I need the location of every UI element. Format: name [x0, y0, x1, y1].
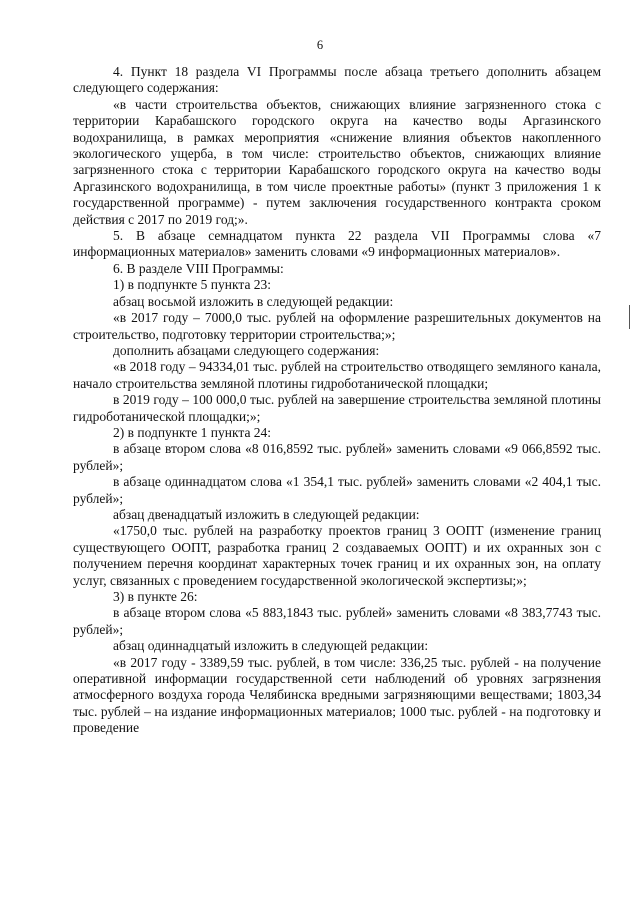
paragraph-eleventh-abzac: в абзаце одиннадцатом слова «1 354,1 тыс. рублей» заменить словами «2 404,1 тыс. рублей»;: [73, 474, 601, 506]
paragraph-2017-text: «в 2017 году – 7000,0 тыс. рублей на оформление разрешительных документов на строительство, подготовку территории строительства;»;: [73, 310, 601, 342]
paragraph-sub-3: 3) в пункте 26:: [113, 589, 198, 604]
paragraph-item-5: 5. В абзаце семнадцатом пункта 22 раздела VII Программы слова «7 информационных материалов» заменить словами «9 информационных материалов».: [73, 228, 601, 260]
paragraph-oopt-text: «1750,0 тыс. рублей на разработку проектов границ 3 ООПТ (изменение границ существующего ООПТ, разработка границ 2 создаваемых ООПТ) и их охранных зон с получением перечня координат характерных точек границ и их охранных зон, на оплату услуг, связанных с проведением государственной экологической экспертизы;»;: [73, 523, 601, 588]
paragraph-add-abzacs: дополнить абзацами следующего содержания:: [113, 342, 380, 358]
paragraph-second-abzac: в абзаце втором слова «8 016,8592 тыс. рублей» заменить словами «9 066,8592 тыс. рублей»;: [73, 441, 601, 473]
paragraph-eighth-abzac: абзац восьмой изложить в следующей редакции:: [113, 293, 394, 309]
paragraph-item-6: 6. В разделе VIII Программы:: [113, 260, 284, 276]
paragraph-twelfth-abzac: абзац двенадцатый изложить в следующей редакции:: [113, 506, 420, 522]
document-body: [73, 64, 601, 737]
paragraph-second-abzac-26: в абзаце втором слова «5 883,1843 тыс. рублей» заменить словами «8 383,7743 тыс. рублей»;: [73, 605, 601, 637]
paragraph-2017-funding: «в 2017 году - 3389,59 тыс. рублей, в том числе: 336,25 тыс. рублей - на получение оперативной информации государственной сети наблюдений об уровнях загрязнения атмосферного воздуха города Челябинска вредными загрязняющими веществами; 1803,34 тыс. рублей – на издание информационных материалов; 1000 тыс. рублей - на подготовку и проведение: [73, 654, 601, 736]
paragraph-2019-text: в 2019 году – 100 000,0 тыс. рублей на завершение строительства земляной плотины гидроботанической площадки;»;: [73, 392, 601, 424]
margin-mark: [629, 305, 630, 329]
page-number: 6: [316, 38, 324, 52]
paragraph-eleventh-abzac-26: абзац одиннадцатый изложить в следующей редакции:: [113, 638, 429, 654]
paragraph-sub-2: 2) в подпункте 1 пункта 24:: [113, 424, 272, 440]
paragraph-2018-text: «в 2018 году – 94334,01 тыс. рублей на строительство отводящего земляного канала, начало строительства земляной плотины гидроботанической площадки;: [73, 359, 601, 391]
paragraph-quote-construction: «в части строительства объектов, снижающих влияние загрязненного стока с территории Карабашского городского округа на качество воды Аргазинского водохранилища, в рамках мероприятия «снижение влияния объектов накопленного экологического ущерба, в том числе: строительство объектов, снижающих влияние загрязненного стока с территории Карабашского городского округа на качество воды Аргазинского водохранилища, в том числе проектные работы» (пункт 3 приложения 1 к государственной программе) - путем заключения государственного контракта сроком действия с 2017 по 2019 год;».: [73, 96, 601, 227]
paragraph-sub-1: 1) в подпункте 5 пункта 23:: [113, 277, 272, 293]
paragraph-item-4: 4. Пункт 18 раздела VI Программы после абзаца третьего дополнить абзацем следующего содержания:: [73, 64, 601, 96]
